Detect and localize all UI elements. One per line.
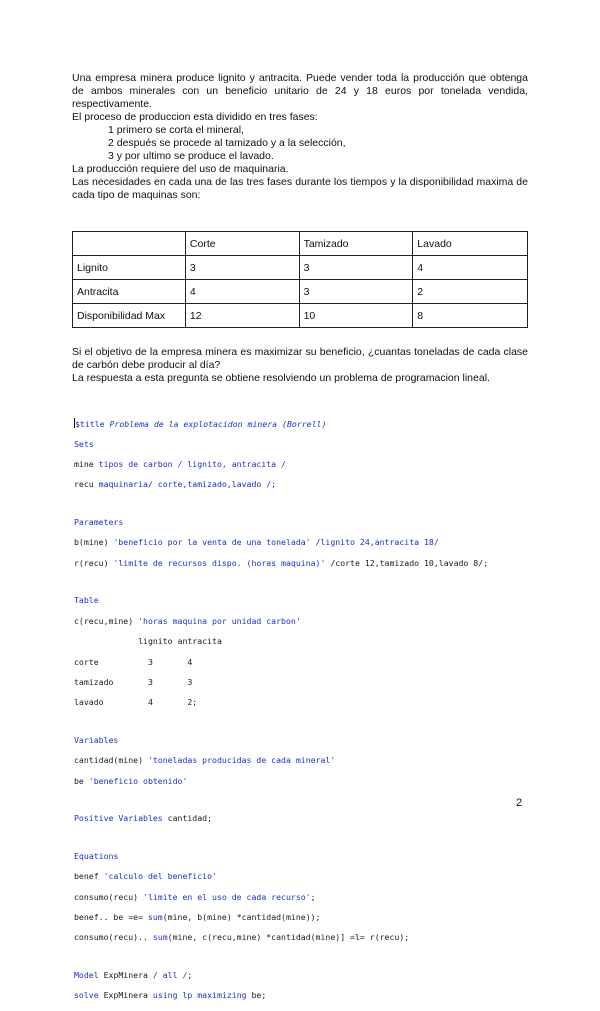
code-line: recu maquinaria/ corte,tamizado,lavado /; [74,479,277,490]
code-line: Sets [74,438,94,449]
process-intro: El proceso de produccion esta dividido en tres fases: [72,111,318,123]
table-cell: 3 [185,256,299,280]
code-line: solve ExpMinera using lp maximizing be; [74,990,267,1001]
code-line: benef 'calculo del beneficio' [74,871,217,882]
phase-item-2: 2 después se procede al tamizado y a la selección, [108,137,346,149]
code-line: r(recu) 'limite de recursos dispo. (horas maquina)' /corte 12,tamizado 10,lavado 8/; [74,557,489,568]
code-line: corte 3 4 [74,656,193,667]
table-row [73,280,528,304]
code-line: b(mine) 'beneficio por la venta de una tonelada' /lignito 24,antracita 18/ [74,537,439,548]
phase-item-1: 1 primero se corta el mineral, [108,124,244,136]
intro-section [72,72,528,202]
machinery-sentence: La producción requiere del uso de maquinaria. [72,163,289,175]
table-cell: 3 [299,280,413,304]
answer-sentence: La respuesta a esta pregunta se obtiene resolviendo un problema de programacion lineal. [72,372,490,384]
code-line: Model ExpMinera / all /; [74,970,193,981]
table-cell: 2 [413,280,528,304]
code-line: be 'beneficio obtenido' [74,775,188,786]
code-line: consumo(recu) 'limite en el uso de cada recurso'; [74,891,316,902]
code-line: tamizado 3 3 [74,676,193,687]
phase-item-3: 3 y por ultimo se produce el lavado. [108,150,274,162]
code-blank-line [74,834,534,841]
gams-code-listing [74,408,534,1011]
code-line: lignito antracita [74,636,222,647]
table-row [73,304,528,328]
table-cell: Corte [185,232,299,256]
table-cell: 3 [299,256,413,280]
code-line: cantidad(mine) 'toneladas producidas de cada mineral' [74,755,336,766]
question-paragraph: Si el objetivo de la empresa minera es maximizar su beneficio, ¿cuantas toneladas de cada clase de carbón debe producir al día? [72,346,528,371]
table-cell: Disponibilidad Max [73,304,186,328]
code-line: Table [74,595,99,606]
code-line: Positive Variables cantidad; [74,813,213,824]
requirements-table [72,231,528,328]
code-line: Parameters [74,516,124,527]
needs-paragraph: Las necesidades en cada una de las tres fases durante los tiempos y la disponibilidad maxima de cada tipo de maquinas son: [72,176,528,201]
code-line: benef.. be =e= sum(mine, b(mine) *cantidad(mine)); [74,912,321,923]
code-line: Variables [74,734,119,745]
code-line: consumo(recu).. sum(mine, c(recu,mine) *cantidad(mine)] =l= r(recu); [74,932,410,943]
code-blank-line [74,500,534,507]
code-blank-line [74,796,534,803]
code-line: $title Problema de la explotacidon minera (Borrell) [75,419,327,430]
question-section [72,346,528,385]
page-number: 2 [516,797,523,809]
code-blank-line [74,953,534,960]
code-line: mine tipos de carbon / lignito, antracita / [74,458,286,469]
code-blank-line [74,718,534,725]
table-cell: Tamizado [299,232,413,256]
table-cell: 4 [185,280,299,304]
code-line: Equations [74,850,119,861]
table-row [73,256,528,280]
table-cell: 8 [413,304,528,328]
table-cell [73,232,186,256]
code-line: lavado 4 2; [74,697,198,708]
code-line: c(recu,mine) 'horas maquina por unidad carbon' [74,615,301,626]
table-cell: 12 [185,304,299,328]
table-cell: Antracita [73,280,186,304]
table-header-row [73,232,528,256]
intro-paragraph: Una empresa minera produce lignito y antracita. Puede vender toda la producción que obtenga de ambos minerales con un beneficio unitario de 24 y 18 euros por tonelada vendida, respectivamente. [72,72,528,110]
table-cell: 4 [413,256,528,280]
code-blank-line [74,578,534,585]
table-cell: Lavado [413,232,528,256]
table-cell: 10 [299,304,413,328]
table-cell: Lignito [73,256,186,280]
